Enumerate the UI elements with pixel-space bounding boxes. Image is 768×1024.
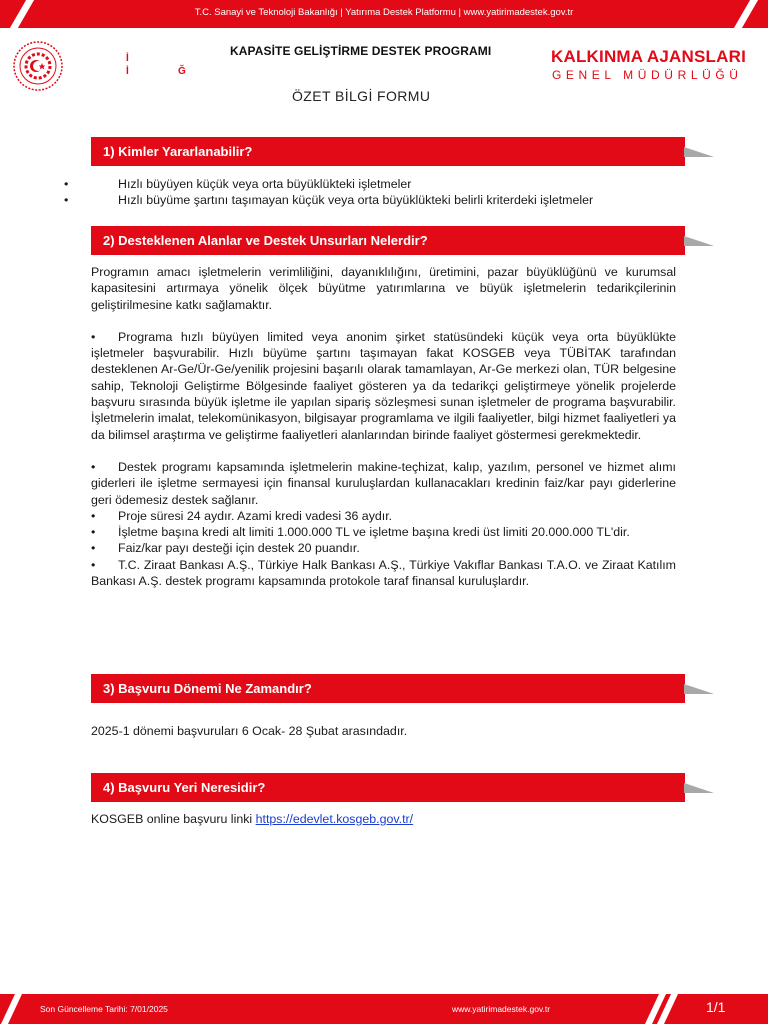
list-item: • Faiz/kar payı desteği için destek 20 puandır. <box>91 541 360 556</box>
section-1-body <box>64 176 676 209</box>
form-title: ÖZET BİLGİ FORMU <box>292 88 431 104</box>
ministry-emblem-icon <box>12 40 64 92</box>
list-item-text: Faiz/kar payı desteği için destek 20 puandır. <box>118 541 360 556</box>
section-title: 3) Başvuru Dönemi Ne Zamandır? <box>103 681 312 696</box>
period-text: 2025-1 dönemi başvuruları 6 Ocak- 28 Şubat arasındadır. <box>91 724 408 738</box>
accent-letter: Ğ <box>178 66 186 77</box>
list-item: • Destek programı kapsamında işletmelerin makine-teçhizat, kalıp, yazılım, personel ve hizmet alımı giderleri ile işletme sermayesi için finansal kuruluşlardan kullanacakları kredinin faiz/kar payı giderlerine geri ödemesiz destek sağlanır. <box>91 459 676 507</box>
list-item: • İşletme başına kredi alt limiti 1.000.000 TL ve işletme başına kredi üst limiti 20.000.000 TL'dir. <box>91 525 630 540</box>
list-item-text: Programa hızlı büyüyen limited veya anonim şirket statüsündeki küçük veya orta büyüklükte işletmeler başvurabilir. Hızlı büyüme şartını taşımayan fakat KOSGEB veya TÜBİTAK tarafından desteklenen Ar-Ge/Ür-Ge/yenilik projesini başarılı olarak tamamlayan, Ar-Ge merkezi olan, TÜR belgesine sahip, Teknoloji Geliştirme Bölgesinde faaliyet gösteren ya da tedarikçi geliştirmeye yönelik projelerde başvuru sırasında büyük işletme ile yapılan sipariş sözleşmesi sunan işletmeler de programa başvurabilir. İşletmelerin imalat, telekomünikasyon, bilgisayar programlama ve ilgili faaliyetler, bilgi hizmet faaliyetleri ya da bilimsel araştırma ve geliştirme faaliyetleri alanlarından birinde faaliyet göstermesi gerekmektedir. <box>91 329 676 442</box>
apply-text: KOSGEB online başvuru linki <box>91 812 253 826</box>
list-item-text: Hızlı büyüme şartını taşımayan küçük veya orta büyüklükteki belirli kriterdeki işletmeler <box>118 193 594 208</box>
footer-site: www.yatirimadestek.gov.tr <box>452 1004 551 1014</box>
list-item: • Hızlı büyüyen küçük veya orta büyüklükteki işletmeler <box>64 177 412 191</box>
section-title: 1) Kimler Yararlanabilir? <box>103 144 253 159</box>
program-title: KAPASİTE GELİŞTİRME DESTEK PROGRAMI <box>230 44 492 58</box>
list-item: • T.C. Ziraat Bankası A.Ş., Türkiye Halk Bankası A.Ş., Türkiye Vakıflar Bankası T.A.O. ve Ziraat Katılım Bankası A.Ş. destek programı kapsamında protokole taraf finansal kuruluşlardır. <box>91 557 676 589</box>
header-accent-letters <box>126 52 129 78</box>
section-3-body <box>91 723 676 739</box>
page-number: 1/1 <box>706 999 726 1015</box>
section-header-3 <box>91 674 685 703</box>
agency-subtitle: GENEL MÜDÜRLÜĞÜ <box>552 68 743 82</box>
section-header-1 <box>91 137 685 166</box>
section-tail <box>684 236 714 246</box>
section-title: 2) Desteklenen Alanlar ve Destek Unsurları Nelerdir? <box>103 233 428 248</box>
top-banner <box>0 0 768 28</box>
section-tail <box>684 684 714 694</box>
list-item: • Hızlı büyüme şartını taşımayan küçük veya orta büyüklükteki belirli kriterdeki işletmeler <box>64 193 594 208</box>
list-item-text: Hızlı büyüyen küçük veya orta büyüklükteki işletmeler <box>118 177 412 191</box>
section-header-4 <box>91 773 685 802</box>
last-updated: Son Güncelleme Tarihi: 7/01/2025 <box>40 1004 168 1014</box>
list-item: • Proje süresi 24 aydır. Azami kredi vadesi 36 aydır. <box>91 508 393 523</box>
section-title: 4) Başvuru Yeri Neresidir? <box>103 780 266 795</box>
list-item: • Programa hızlı büyüyen limited veya anonim şirket statüsündeki küçük veya orta büyüklükte işletmeler başvurabilir. Hızlı büyüme şartını taşımayan fakat KOSGEB veya TÜBİTAK tarafından desteklenen Ar-Ge/Ür-Ge/yenilik projesini başarılı olarak tamamlayan, Ar-Ge merkezi olan, TÜR belgesine sahip, Teknoloji Geliştirme Bölgesinde faaliyet gösteren ya da tedarikçi geliştirmeye yönelik projelerde başvuru sırasında büyük işletme ile yapılan sipariş sözleşmesi sunan işletmeler de programa başvurabilir. İşletmelerin imalat, telekomünikasyon, bilgisayar programlama ve ilgili faaliyetler, bilgi hizmet faaliyetleri ya da bilimsel araştırma ve geliştirme faaliyetleri alanlarından birinde faaliyet göstermesi gerekmektedir. <box>91 329 676 442</box>
accent-letter: İ <box>126 53 129 64</box>
section-2-body <box>91 264 676 589</box>
apply-link[interactable]: https://edevlet.kosgeb.gov.tr/ <box>255 812 414 826</box>
section-4-body <box>91 811 676 827</box>
section-header-2 <box>91 226 685 255</box>
agency-title: KALKINMA AJANSLARI <box>551 47 746 66</box>
top-banner-text: T.C. Sanayi ve Teknoloji Bakanlığı | Yatırıma Destek Platformu | www.yatirimadestek.gov.tr <box>194 7 574 18</box>
intro-paragraph: Programın amacı işletmelerin verimliliğini, dayanıklılığını, üretimini, pazar büyüklüğünü ve kurumsal kapasitesini artırmaya yönelik ölçek büyütme yatırımlarına ve büyük işletmelerin tedarikçilerinin geliştirilmesine katkı sağlamaktır. <box>91 265 676 312</box>
section-tail <box>684 147 714 157</box>
list-item-text: Destek programı kapsamında işletmelerin makine-teçhizat, kalıp, yazılım, personel ve hizmet alımı giderleri ile işletme sermayesi için finansal kuruluşlardan kullanacakları kredinin faiz/kar payı giderlerine geri ödemesiz destek sağlanır. <box>91 459 676 507</box>
list-item-text: İşletme başına kredi alt limiti 1.000.000 TL ve işletme başına kredi üst limiti 20.000.000 TL'dir. <box>118 525 630 540</box>
accent-letter: İ <box>126 66 129 77</box>
section-tail <box>684 783 714 793</box>
list-item-text: Proje süresi 24 aydır. Azami kredi vadesi 36 aydır. <box>118 508 393 523</box>
list-item-text: T.C. Ziraat Bankası A.Ş., Türkiye Halk Bankası A.Ş., Türkiye Vakıflar Bankası T.A.O. ve Ziraat Katılım Bankası A.Ş. destek programı kapsamında protokole taraf finansal kuruluşlardır. <box>91 557 676 589</box>
